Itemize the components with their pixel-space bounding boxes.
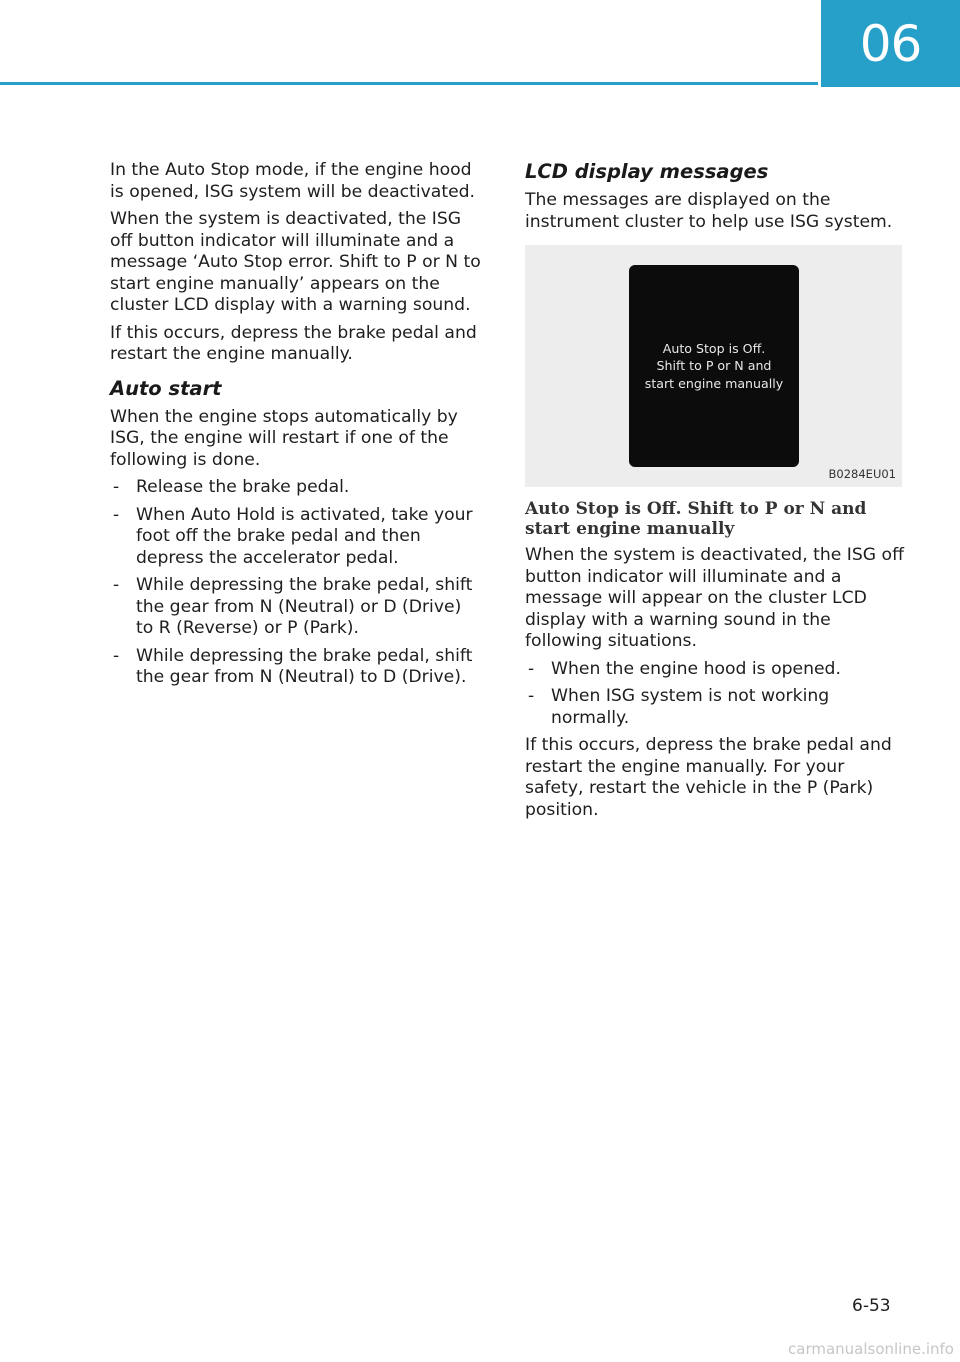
paragraph: When the engine stops automatically by ISG, the engine will restart if one of the following is done. (110, 406, 458, 470)
list-item: - When ISG system is not working normally. (525, 686, 905, 729)
chapter-number: 06 (859, 14, 922, 73)
lcd-figure (525, 245, 902, 487)
list-item: - While depressing the brake pedal, shift the gear from N (Neutral) to D (Drive). (110, 646, 482, 689)
figure-code: B0284EU01 (828, 466, 896, 481)
lcd-display (629, 265, 799, 467)
list-item: - When the engine hood is opened. (525, 659, 905, 681)
lcd-message: Auto Stop is Off. Shift to P or N and start engine manually (644, 340, 784, 391)
header-rule (0, 82, 818, 85)
watermark: carmanualsonline.info (788, 1340, 954, 1358)
list-item: - Release the brake pedal. (110, 477, 482, 499)
auto-start-list (110, 477, 482, 689)
paragraph: The messages are displayed on the instrument cluster to help use ISG system. (525, 190, 893, 232)
paragraph: When the system is deactivated, the ISG off button indicator will illuminate and a message will appear on the cluster LCD display with a warning sound in the following situations. (525, 545, 904, 651)
paragraph: If this occurs, depress the brake pedal and restart the engine manually. (110, 322, 477, 364)
page-number: 6-53 (852, 1296, 891, 1316)
section-heading-auto-start: Auto start (110, 376, 222, 400)
section-heading-lcd-messages: LCD display messages (525, 160, 769, 183)
deactivation-situations-list (525, 659, 905, 730)
chapter-tab (821, 0, 960, 87)
paragraph: When the system is deactivated, the ISG off button indicator will illuminate and a message ‘Auto Stop error. Shift to P or N to start engine manually’ appears on the cluster LCD display with a warning sound. (110, 209, 481, 315)
list-item: - When Auto Hold is activated, take your foot off the brake pedal and then depress the accelerator pedal. (110, 505, 482, 570)
paragraph: If this occurs, depress the brake pedal and restart the engine manually. For your safety, restart the vehicle in the P (Park) position. (525, 735, 892, 820)
left-column (110, 160, 482, 695)
figure-caption: Auto Stop is Off. Shift to P or N and start engine manually (525, 499, 867, 539)
paragraph: In the Auto Stop mode, if the engine hood is opened, ISG system will be deactivated. (110, 160, 476, 202)
right-column (525, 160, 905, 827)
list-item: - While depressing the brake pedal, shift the gear from N (Neutral) or D (Drive) to R (Reverse) or P (Park). (110, 575, 482, 640)
